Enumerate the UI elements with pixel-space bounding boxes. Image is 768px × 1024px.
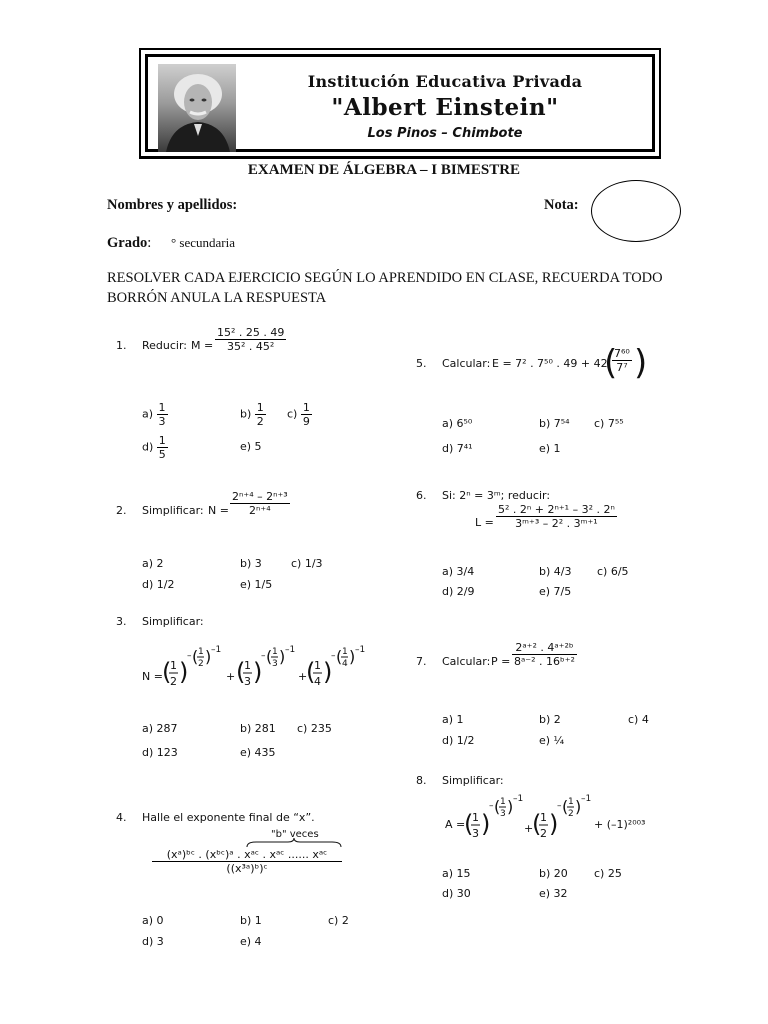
svg-text:(: ( — [162, 658, 172, 686]
p1-option-d: d) $\frac{1}{5}$ — [142, 434, 166, 461]
svg-text:): ) — [179, 658, 189, 686]
p1-denominator: 35² . 45² — [227, 340, 275, 353]
p6-option-a: a) 3/4 — [442, 565, 475, 578]
svg-text:3: 3 — [500, 809, 506, 819]
p4-option-c: c) 2 — [328, 914, 349, 927]
p3-option-b: b) 281 — [240, 722, 276, 735]
svg-text:): ) — [575, 797, 582, 816]
svg-text:): ) — [279, 647, 286, 666]
p1-option-c: c) $\frac{1}{9}$ — [287, 401, 310, 428]
p7-option-c: c) 4 — [628, 713, 649, 726]
p1-option-e: e) 5 — [240, 440, 262, 453]
svg-text:(: ( — [464, 810, 474, 838]
svg-text:–: – — [187, 651, 192, 661]
p2-text: Simplificar: — [142, 504, 204, 517]
svg-text:): ) — [253, 658, 263, 686]
svg-text:–1: –1 — [513, 794, 524, 804]
svg-text:): ) — [507, 797, 514, 816]
p3-option-d: d) 123 — [142, 746, 178, 759]
p3-option-c: c) 235 — [297, 722, 332, 735]
svg-text:1: 1 — [244, 659, 251, 672]
institution-line: Institución Educativa Privada — [307, 72, 583, 91]
svg-text:1: 1 — [314, 659, 321, 672]
p2-option-a: a) 2 — [142, 557, 164, 570]
svg-text:+: + — [226, 670, 236, 683]
p2-option-e: e) 1/5 — [240, 578, 273, 591]
grade-row — [107, 235, 235, 252]
svg-text:): ) — [481, 810, 491, 838]
svg-text:2: 2 — [568, 809, 574, 819]
svg-text:–1: –1 — [355, 645, 366, 655]
p7-text: Calcular: — [442, 655, 491, 668]
p7-var: P = — [491, 655, 511, 668]
svg-text:(: ( — [494, 797, 501, 816]
p8-option-e: e) 32 — [539, 887, 568, 900]
svg-text:1: 1 — [342, 647, 348, 657]
p4-option-e: e) 4 — [240, 935, 262, 948]
svg-text:(: ( — [532, 810, 542, 838]
p5-option-b: b) 7⁵⁴ — [539, 417, 570, 430]
p5-option-d: d) 7⁴¹ — [442, 442, 473, 455]
title-rule — [139, 158, 661, 159]
grade-colon: : — [147, 235, 152, 251]
p1-number: 1. — [116, 339, 127, 352]
grade-value: ° secundaria — [170, 235, 235, 250]
svg-text:(: ( — [562, 797, 569, 816]
p8-tail: + (–1)²⁰⁰³ — [594, 818, 646, 831]
p2-fraction: $\frac{\text{2ⁿ⁺⁴ – 2ⁿ⁺³}}{\text{2ⁿ⁺⁴}}$ — [232, 490, 288, 517]
svg-text:–: – — [557, 801, 562, 811]
svg-text:3: 3 — [244, 675, 251, 688]
svg-text:–: – — [331, 651, 336, 661]
p1-var: M = — [191, 339, 214, 352]
svg-text:(: ( — [266, 647, 273, 666]
svg-text:(: ( — [236, 658, 246, 686]
p1-numerator: 15² . 25 . 49 — [217, 326, 285, 339]
p3-number: 3. — [116, 615, 127, 628]
svg-text:–: – — [261, 651, 266, 661]
p6-number: 6. — [416, 489, 427, 502]
p2-var: N = — [208, 504, 229, 517]
p5-option-a: a) 6⁵⁰ — [442, 417, 473, 430]
p1-fraction — [215, 326, 286, 353]
svg-text:3: 3 — [472, 827, 479, 840]
p5-number: 5. — [416, 357, 427, 370]
p8-option-c: c) 25 — [594, 867, 622, 880]
svg-text:–1: –1 — [581, 794, 592, 804]
svg-text:1: 1 — [500, 797, 506, 807]
p2-number: 2. — [116, 504, 127, 517]
svg-text:(: ( — [336, 647, 343, 666]
p5-option-e: e) 1 — [539, 442, 561, 455]
svg-text:+: + — [298, 670, 308, 683]
svg-text:1: 1 — [170, 659, 177, 672]
p7-fraction: $\frac{\text{2ᵃ⁺² . 4ᵃ⁺²ᵇ}}{\text{8ᵃ⁻² . 16ᵇ⁺²}}$ — [514, 641, 575, 668]
p7-option-d: d) 1/2 — [442, 734, 475, 747]
p3-var: N = — [142, 670, 163, 683]
p6-option-c: c) 6/5 — [597, 565, 629, 578]
svg-text:4: 4 — [342, 659, 348, 669]
p8-number: 8. — [416, 774, 427, 787]
p6-option-b: b) 4/3 — [539, 565, 572, 578]
p5-expression: E = 7² . 7⁵⁰ . 49 + 42 — [492, 357, 608, 370]
svg-text:(: ( — [192, 647, 199, 666]
svg-text:–1: –1 — [285, 645, 296, 655]
p5-paren-left: ( — [604, 343, 618, 383]
p1-option-b: b) $\frac{1}{2}$ — [240, 401, 264, 428]
p3-text: Simplificar: — [142, 615, 204, 628]
p3-expression — [160, 642, 380, 698]
score-circle[interactable] — [591, 180, 681, 242]
svg-text:1: 1 — [472, 811, 479, 824]
p8-text: Simplificar: — [442, 774, 504, 787]
p2-option-d: d) 1/2 — [142, 578, 175, 591]
p6-option-e: e) 7/5 — [539, 585, 572, 598]
svg-text:–: – — [489, 801, 494, 811]
p6-fraction: $\frac{\text{5² . 2ⁿ + 2ⁿ⁺¹ – 3² . 2ⁿ}}{\text{3ᵐ⁺³ – 2² . 3ᵐ⁺¹}}$ — [498, 503, 615, 530]
p5-option-c: c) 7⁵⁵ — [594, 417, 624, 430]
p6-text: Si: 2ⁿ = 3ᵐ; reducir: — [442, 489, 551, 502]
p1-option-a: a) $\frac{1}{3}$ — [142, 401, 166, 428]
svg-text:1: 1 — [198, 647, 204, 657]
svg-text:4: 4 — [314, 675, 321, 688]
p8-option-d: d) 30 — [442, 887, 471, 900]
p4-number: 4. — [116, 811, 127, 824]
grade-label: Grado — [107, 235, 148, 251]
p4-option-a: a) 0 — [142, 914, 164, 927]
p7-option-b: b) 2 — [539, 713, 561, 726]
svg-text:): ) — [323, 658, 333, 686]
p2-option-c: c) 1/3 — [291, 557, 323, 570]
svg-text:+: + — [524, 822, 534, 835]
p4-fraction: (xᵃ)ᵇᶜ . (xᵇᶜ)ᵃ . xᵃᶜ . xᵃᶜ ...... xᵃᶜ ((x³ᵃ)ᵇ)ᶜ — [152, 848, 342, 875]
instructions: RESOLVER CADA EJERCICIO SEGÚN LO APRENDIDO EN CLASE, RECUERDA TODO BORRÓN ANULA LA RESPUESTA — [107, 270, 663, 306]
svg-text:): ) — [205, 647, 212, 666]
p3-option-e: e) 435 — [240, 746, 276, 759]
p7-option-a: a) 1 — [442, 713, 464, 726]
p2-option-b: b) 3 — [240, 557, 262, 570]
p7-option-e: e) ¼ — [539, 734, 565, 747]
p8-var: A = — [445, 818, 466, 831]
p5-paren-right: ) — [634, 343, 648, 383]
p4-option-b: b) 1 — [240, 914, 262, 927]
p4-option-d: d) 3 — [142, 935, 164, 948]
p5-inner-fraction: $\frac{\text{7⁶⁰}}{\text{7⁷}}$ — [614, 347, 630, 374]
einstein-portrait — [158, 64, 236, 152]
svg-text:(: ( — [306, 658, 316, 686]
p5-text: Calcular: — [442, 357, 491, 370]
svg-text:3: 3 — [272, 659, 278, 669]
svg-text:1: 1 — [568, 797, 574, 807]
svg-text:2: 2 — [540, 827, 547, 840]
p7-number: 7. — [416, 655, 427, 668]
location-line: Los Pinos – Chimbote — [367, 126, 523, 141]
svg-text:1: 1 — [272, 647, 278, 657]
p8-option-a: a) 15 — [442, 867, 471, 880]
svg-text:2: 2 — [170, 675, 177, 688]
p4-text: Halle el exponente final de “x”. — [142, 811, 315, 824]
p1-text: Reducir: — [142, 339, 188, 352]
svg-text:–1: –1 — [211, 645, 222, 655]
p4-overbrace — [246, 838, 342, 848]
school-name: "Albert Einstein" — [331, 94, 559, 121]
exam-title: EXAMEN DE ÁLGEBRA – I BIMESTRE — [247, 162, 521, 178]
p4-brace-label: "b" veces — [271, 829, 319, 840]
svg-text:): ) — [549, 810, 559, 838]
score-label: Nota: — [544, 197, 579, 213]
p8-expression — [462, 790, 592, 846]
svg-text:): ) — [349, 647, 356, 666]
names-label: Nombres y apellidos: — [107, 197, 238, 213]
p6-option-d: d) 2/9 — [442, 585, 475, 598]
svg-text:2: 2 — [198, 659, 204, 669]
p8-option-b: b) 20 — [539, 867, 568, 880]
p6-var: L = — [475, 516, 494, 529]
p3-option-a: a) 287 — [142, 722, 178, 735]
svg-text:1: 1 — [540, 811, 547, 824]
